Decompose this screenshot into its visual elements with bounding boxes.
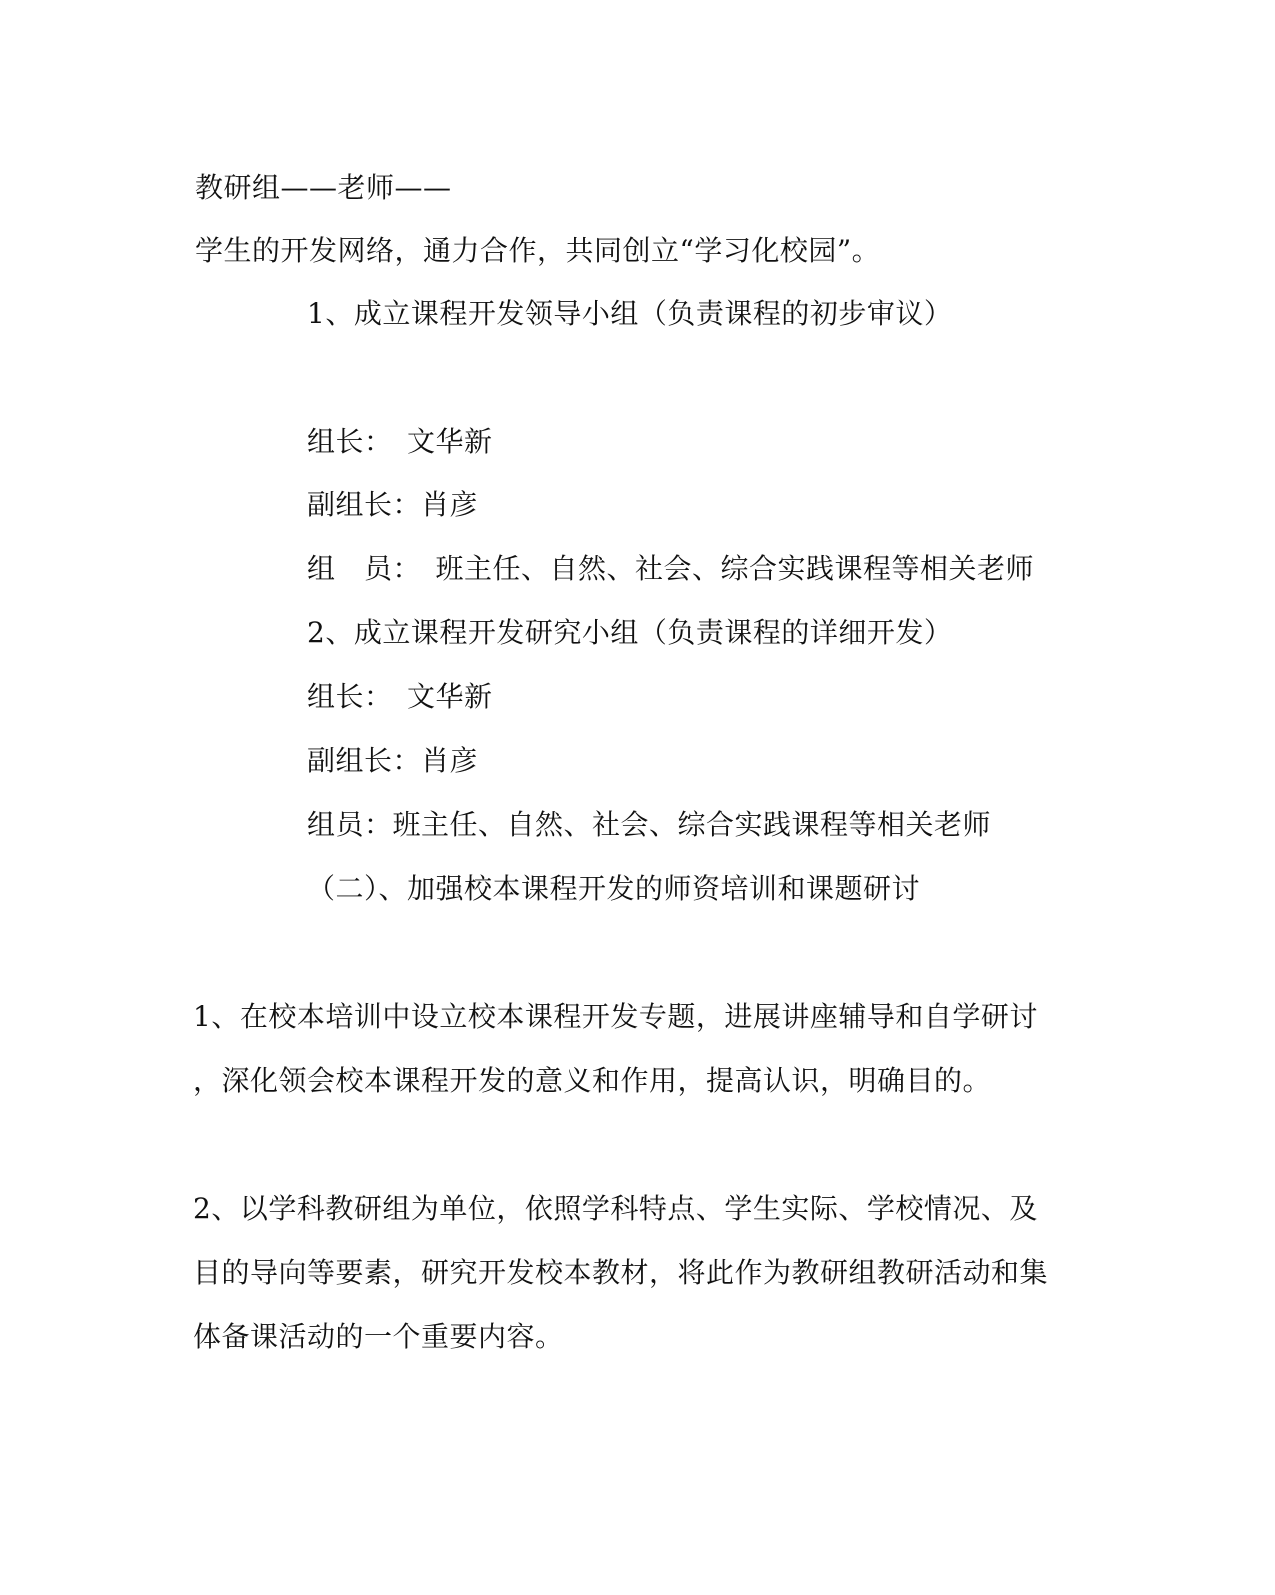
- paragraph-1-line-2: ，深化领会校本课程开发的意义和作用，提高认识，明确目的。: [193, 1064, 992, 1097]
- text-line-deputy-leader-1: 副组长：肖彦: [307, 488, 479, 521]
- text-line-members-2: 组员：班主任、自然、社会、综合实践课程等相关老师: [307, 808, 992, 841]
- text-line-deputy-leader-2: 副组长：肖彦: [307, 744, 479, 777]
- paragraph-2-line-1: 2、以学科教研组为单位，依照学科特点、学生实际、学校情况、及: [193, 1192, 1038, 1225]
- text-line-leader-2: 组长： 文华新: [307, 680, 493, 713]
- text-line-student-network: 学生的开发网络，通力合作，共同创立“学习化校园”。: [195, 234, 881, 267]
- section-heading-teacher-training: （二）、加强校本课程开发的师资培训和课题研讨: [307, 872, 921, 905]
- paragraph-2-line-3: 体备课活动的一个重要内容。: [193, 1320, 564, 1353]
- paragraph-2-line-2: 目的导向等要素，研究开发校本教材，将此作为教研组教研活动和集: [193, 1256, 1049, 1289]
- heading-leadership-group: 1、成立课程开发领导小组（负责课程的初步审议）: [307, 297, 953, 330]
- text-line-teaching-group: 教研组——老师——: [195, 171, 452, 204]
- paragraph-1-line-1: 1、在校本培训中设立校本课程开发专题，进展讲座辅导和自学研讨: [193, 1000, 1038, 1033]
- text-line-leader-1: 组长： 文华新: [307, 425, 493, 458]
- text-line-members-1: 组 员： 班主任、自然、社会、综合实践课程等相关老师: [307, 552, 1035, 585]
- heading-research-group: 2、成立课程开发研究小组（负责课程的详细开发）: [307, 616, 953, 649]
